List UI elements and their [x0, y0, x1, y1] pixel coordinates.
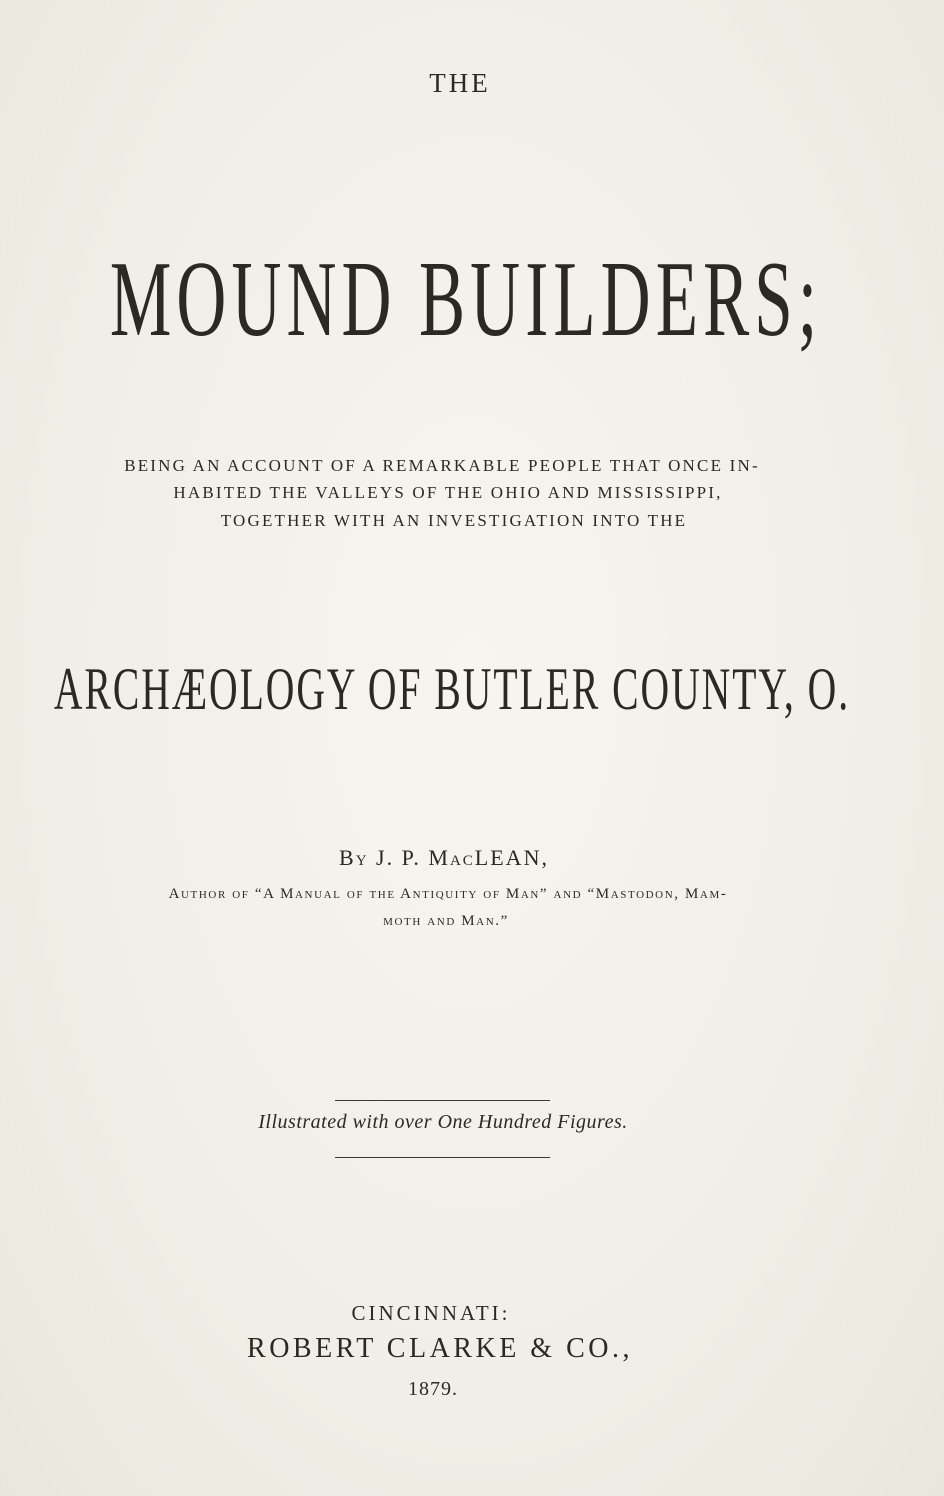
imprint-year: 1879. — [408, 1378, 458, 1400]
secondary-title-text: ARCHÆOLOGY OF BUTLER COUNTY, O. — [53, 656, 851, 722]
author-credit-line-2: moth and Man.” — [383, 913, 509, 929]
imprint-publisher: ROBERT CLARKE & CO., — [247, 1333, 633, 1364]
secondary-title — [0, 655, 944, 724]
subtitle-line-3: TOGETHER WITH AN INVESTIGATION INTO THE — [220, 511, 688, 530]
subtitle-line-2: HABITED THE VALLEYS OF THE OHIO AND MISSISSIPPI, — [173, 483, 723, 502]
title-article: THE — [429, 68, 491, 98]
divider-rule-bottom — [335, 1157, 550, 1158]
illustration-note: Illustrated with over One Hundred Figures. — [258, 1111, 628, 1133]
author-credit-line-1: Author of “A Manual of the Antiquity of Man” and “Mastodon, Mam- — [168, 886, 728, 902]
subtitle-line-1: BEING AN ACCOUNT OF A REMARKABLE PEOPLE THAT ONCE IN- — [124, 456, 760, 475]
author-line: By J. P. MacLEAN, — [339, 845, 549, 870]
divider-rule-top — [335, 1100, 550, 1101]
imprint-place: CINCINNATI: — [351, 1301, 511, 1325]
main-title-text: MOUND BUILDERS; — [109, 240, 823, 359]
main-title — [0, 238, 944, 362]
